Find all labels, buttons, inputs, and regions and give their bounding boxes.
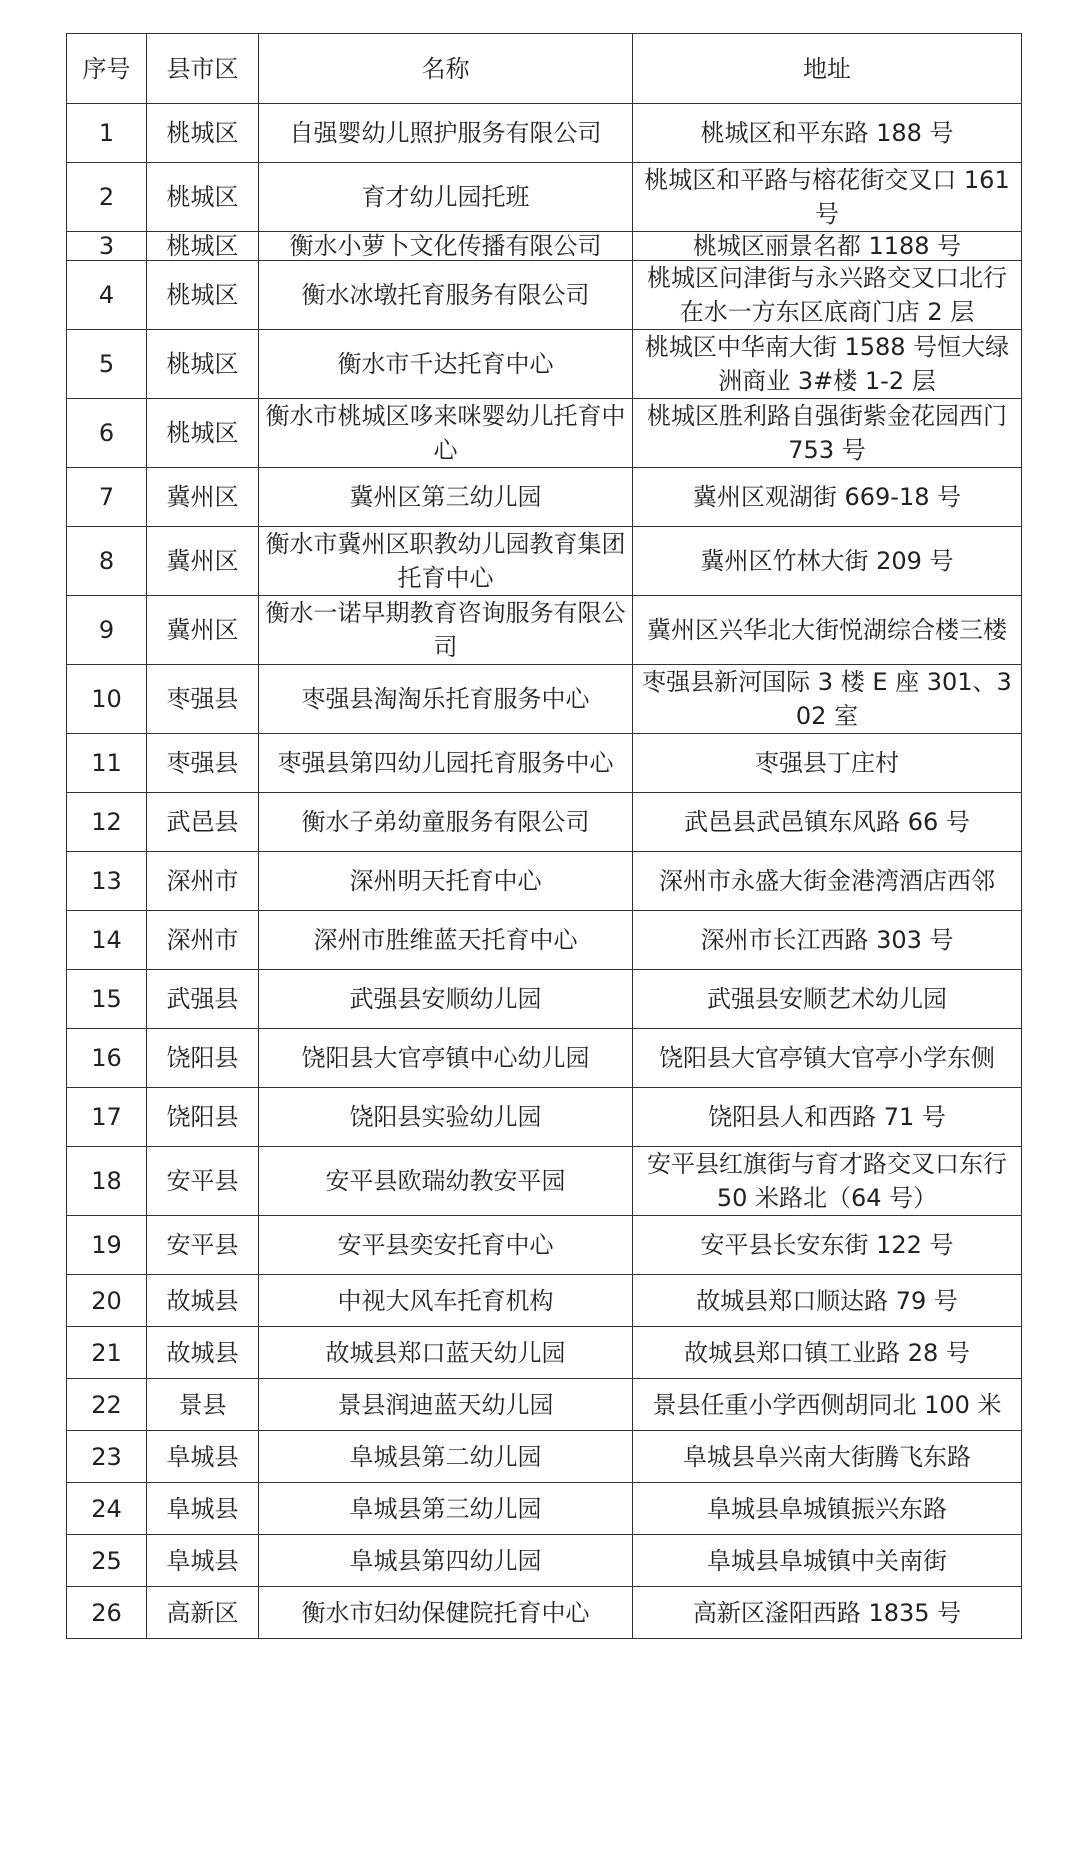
table-row <box>67 1088 1022 1147</box>
table-row <box>67 468 1022 527</box>
cell-county <box>147 468 259 527</box>
cell-county-text: 桃城区 <box>166 281 239 309</box>
cell-county <box>147 1029 259 1088</box>
table-row <box>67 1431 1022 1483</box>
childcare-institutions-table <box>66 33 1022 1639</box>
cell-address-text: 阜城县阜城镇振兴东路 <box>707 1494 947 1523</box>
cell-address <box>633 1587 1022 1639</box>
cell-address <box>633 1216 1022 1275</box>
cell-address-text: 景县任重小学西侧胡同北 100 米 <box>652 1390 1002 1419</box>
table-row <box>67 970 1022 1029</box>
cell-index <box>67 1275 147 1327</box>
cell-address-text: 故城县郑口镇工业路 28 号 <box>684 1338 970 1367</box>
cell-county <box>147 596 259 665</box>
cell-index-text: 9 <box>98 616 115 644</box>
cell-name-text: 冀州区第三幼儿园 <box>349 483 542 511</box>
cell-county <box>147 104 259 163</box>
cell-county <box>147 1587 259 1639</box>
cell-county-text: 安平县 <box>166 1167 239 1195</box>
cell-address <box>633 330 1022 399</box>
cell-name-text: 安平县奕安托育中心 <box>337 1231 554 1259</box>
cell-address <box>633 527 1022 596</box>
cell-county-text: 桃城区 <box>166 419 239 447</box>
cell-index <box>67 1431 147 1483</box>
table-row <box>67 399 1022 468</box>
cell-index <box>67 665 147 734</box>
cell-address <box>633 911 1022 970</box>
table-row <box>67 734 1022 793</box>
table-row <box>67 1216 1022 1275</box>
cell-name <box>259 1216 633 1275</box>
cell-name <box>259 793 633 852</box>
cell-name-text: 安平县欧瑞幼教安平园 <box>325 1167 566 1195</box>
cell-name-text: 中视大风车托育机构 <box>337 1286 554 1315</box>
cell-county <box>147 852 259 911</box>
cell-county-text: 桃城区 <box>166 183 239 211</box>
cell-name <box>259 468 633 527</box>
cell-county <box>147 970 259 1029</box>
cell-address <box>633 1431 1022 1483</box>
cell-index <box>67 1147 147 1216</box>
cell-county <box>147 1275 259 1327</box>
cell-index-text: 23 <box>91 1442 122 1471</box>
cell-name <box>259 1275 633 1327</box>
cell-address <box>633 793 1022 852</box>
cell-index-text: 7 <box>98 483 115 511</box>
header-index: 序号 <box>67 34 147 104</box>
cell-name <box>259 734 633 793</box>
cell-address-text: 安平县长安东街 122 号 <box>700 1231 954 1259</box>
cell-name-text: 深州明天托育中心 <box>349 867 542 895</box>
cell-name <box>259 1327 633 1379</box>
cell-index-text: 14 <box>91 926 122 954</box>
cell-county-text: 深州市 <box>166 926 239 954</box>
cell-county <box>147 261 259 330</box>
table-row <box>67 104 1022 163</box>
cell-address <box>633 1088 1022 1147</box>
cell-name-text: 阜城县第三幼儿园 <box>349 1494 542 1523</box>
cell-name-text: 武强县安顺幼儿园 <box>349 985 542 1013</box>
cell-county <box>147 1147 259 1216</box>
cell-index-text: 19 <box>91 1231 122 1259</box>
cell-name <box>259 665 633 734</box>
cell-address-text: 故城县郑口顺达路 79 号 <box>696 1286 958 1315</box>
cell-name-text: 深州市胜维蓝天托育中心 <box>313 926 578 954</box>
cell-name <box>259 596 633 665</box>
cell-address <box>633 665 1022 734</box>
cell-name <box>259 1587 633 1639</box>
cell-name <box>259 104 633 163</box>
cell-index <box>67 970 147 1029</box>
cell-address-text: 桃城区胜利路自强街紫金花园西门 753 号 <box>647 402 1007 464</box>
table-row <box>67 911 1022 970</box>
cell-county-text: 枣强县 <box>166 685 239 713</box>
cell-index <box>67 1535 147 1587</box>
cell-county-text: 枣强县 <box>166 749 239 777</box>
cell-index <box>67 399 147 468</box>
cell-name <box>259 1431 633 1483</box>
cell-index-text: 2 <box>98 183 115 211</box>
table-row <box>67 1379 1022 1431</box>
cell-address-text: 桃城区中华南大街 1588 号恒大绿洲商业 3#楼 1-2 层 <box>644 333 1010 395</box>
cell-address <box>633 734 1022 793</box>
cell-name <box>259 399 633 468</box>
cell-county-text: 冀州区 <box>166 547 239 575</box>
cell-county-text: 阜城县 <box>166 1442 239 1471</box>
cell-index <box>67 104 147 163</box>
cell-index <box>67 596 147 665</box>
cell-name <box>259 232 633 261</box>
table-row <box>67 596 1022 665</box>
cell-name <box>259 1379 633 1431</box>
cell-index-text: 6 <box>98 419 115 447</box>
cell-address-text: 深州市长江西路 303 号 <box>700 926 954 954</box>
cell-index-text: 24 <box>91 1494 122 1523</box>
cell-address <box>633 1379 1022 1431</box>
cell-county <box>147 1327 259 1379</box>
cell-index <box>67 911 147 970</box>
cell-name <box>259 852 633 911</box>
cell-name <box>259 1147 633 1216</box>
cell-county <box>147 665 259 734</box>
cell-county-text: 景县 <box>178 1390 227 1419</box>
cell-name-text: 饶阳县大官亭镇中心幼儿园 <box>301 1044 590 1072</box>
cell-address <box>633 399 1022 468</box>
cell-name <box>259 527 633 596</box>
table-row <box>67 261 1022 330</box>
cell-county-text: 武邑县 <box>166 808 239 836</box>
cell-name-text: 阜城县第四幼儿园 <box>349 1546 542 1575</box>
cell-address <box>633 596 1022 665</box>
cell-index-text: 13 <box>91 867 122 895</box>
cell-address-text: 枣强县新河国际 3 楼 E 座 301、302 室 <box>642 668 1012 730</box>
cell-address-text: 饶阳县人和西路 71 号 <box>708 1103 946 1131</box>
cell-county-text: 冀州区 <box>166 616 239 644</box>
table-row <box>67 1327 1022 1379</box>
cell-index-text: 3 <box>98 232 115 260</box>
cell-index <box>67 232 147 261</box>
cell-county-text: 深州市 <box>166 867 239 895</box>
cell-index <box>67 734 147 793</box>
cell-address <box>633 852 1022 911</box>
cell-index <box>67 852 147 911</box>
cell-address <box>633 1483 1022 1535</box>
cell-index <box>67 1216 147 1275</box>
cell-county-text: 桃城区 <box>166 119 239 147</box>
cell-index-text: 1 <box>98 119 115 147</box>
table-row <box>67 852 1022 911</box>
cell-name <box>259 970 633 1029</box>
cell-name-text: 衡水市冀州区职教幼儿园教育集团托育中心 <box>265 530 626 592</box>
cell-county <box>147 1431 259 1483</box>
cell-index-text: 18 <box>91 1167 122 1195</box>
cell-index-text: 26 <box>91 1598 122 1627</box>
cell-name-text: 枣强县淘淘乐托育服务中心 <box>301 685 590 713</box>
header-row <box>67 34 1022 104</box>
cell-county-text: 故城县 <box>166 1286 239 1315</box>
table-header <box>67 34 1022 104</box>
cell-address-text: 枣强县丁庄村 <box>755 749 899 777</box>
cell-county-text: 武强县 <box>166 985 239 1013</box>
table-row <box>67 232 1022 261</box>
cell-name <box>259 163 633 232</box>
cell-address <box>633 163 1022 232</box>
cell-index-text: 5 <box>98 350 115 378</box>
cell-index <box>67 1379 147 1431</box>
cell-county-text: 冀州区 <box>166 483 239 511</box>
cell-index-text: 8 <box>98 547 115 575</box>
table-body <box>67 104 1022 1639</box>
cell-name-text: 衡水市桃城区哆来咪婴幼儿托育中心 <box>265 402 626 464</box>
cell-index-text: 16 <box>91 1044 122 1072</box>
table-row <box>67 665 1022 734</box>
cell-county <box>147 399 259 468</box>
table-row <box>67 527 1022 596</box>
cell-county <box>147 1535 259 1587</box>
cell-name-text: 衡水市妇幼保健院托育中心 <box>301 1598 590 1627</box>
cell-index-text: 15 <box>91 985 122 1013</box>
cell-address <box>633 468 1022 527</box>
cell-county-text: 阜城县 <box>166 1546 239 1575</box>
cell-index <box>67 1029 147 1088</box>
cell-address <box>633 1147 1022 1216</box>
cell-index-text: 20 <box>91 1286 122 1315</box>
table-row <box>67 1535 1022 1587</box>
cell-address-text: 冀州区观湖街 669-18 号 <box>692 483 962 511</box>
cell-address <box>633 1275 1022 1327</box>
cell-name-text: 衡水市千达托育中心 <box>337 350 554 378</box>
cell-index-text: 22 <box>91 1390 122 1419</box>
cell-index <box>67 468 147 527</box>
header-county: 县市区 <box>147 34 259 104</box>
cell-name-text: 衡水一诺早期教育咨询服务有限公司 <box>265 599 626 661</box>
cell-name <box>259 1483 633 1535</box>
cell-address-text: 阜城县阜兴南大街腾飞东路 <box>683 1442 971 1471</box>
cell-index <box>67 261 147 330</box>
cell-county-text: 桃城区 <box>166 350 239 378</box>
cell-name-text: 饶阳县实验幼儿园 <box>349 1103 542 1131</box>
cell-address <box>633 104 1022 163</box>
cell-address <box>633 261 1022 330</box>
cell-address <box>633 1029 1022 1088</box>
cell-county <box>147 793 259 852</box>
cell-index <box>67 527 147 596</box>
cell-index <box>67 1327 147 1379</box>
cell-address-text: 武邑县武邑镇东风路 66 号 <box>684 808 970 836</box>
cell-name <box>259 1029 633 1088</box>
cell-address-text: 阜城县阜城镇中关南街 <box>707 1546 947 1575</box>
cell-county <box>147 1483 259 1535</box>
cell-name-text: 枣强县第四幼儿园托育服务中心 <box>277 749 614 777</box>
cell-county <box>147 232 259 261</box>
cell-index <box>67 793 147 852</box>
table-row <box>67 793 1022 852</box>
cell-index-text: 4 <box>98 281 115 309</box>
cell-index <box>67 1587 147 1639</box>
cell-address <box>633 232 1022 261</box>
cell-address-text: 冀州区兴华北大街悦湖综合楼三楼 <box>647 616 1007 644</box>
table-row <box>67 163 1022 232</box>
cell-address-text: 冀州区竹林大街 209 号 <box>700 547 954 575</box>
cell-county-text: 桃城区 <box>166 232 239 260</box>
cell-address-text: 深州市永盛大街金港湾酒店西邻 <box>659 867 995 895</box>
cell-county-text: 安平县 <box>166 1231 239 1259</box>
cell-county <box>147 1216 259 1275</box>
cell-index <box>67 1088 147 1147</box>
cell-index <box>67 330 147 399</box>
cell-county <box>147 163 259 232</box>
cell-address-text: 桃城区问津街与永兴路交叉口北行在水一方东区底商门店 2 层 <box>647 264 1007 326</box>
cell-address-text: 高新区滏阳西路 1835 号 <box>692 1598 962 1627</box>
cell-name-text: 景县润迪蓝天幼儿园 <box>337 1390 554 1419</box>
cell-county-text: 故城县 <box>166 1338 239 1367</box>
table-row <box>67 1147 1022 1216</box>
cell-county <box>147 330 259 399</box>
cell-address-text: 武强县安顺艺术幼儿园 <box>707 985 947 1013</box>
cell-county-text: 高新区 <box>166 1598 239 1627</box>
cell-county <box>147 911 259 970</box>
cell-name <box>259 261 633 330</box>
cell-county <box>147 734 259 793</box>
cell-name <box>259 1088 633 1147</box>
cell-name <box>259 911 633 970</box>
cell-address-text: 饶阳县大官亭镇大官亭小学东侧 <box>659 1044 995 1072</box>
cell-county <box>147 1088 259 1147</box>
cell-index-text: 17 <box>91 1103 122 1131</box>
cell-address <box>633 1327 1022 1379</box>
table-row <box>67 330 1022 399</box>
table-row <box>67 1587 1022 1639</box>
cell-index-text: 21 <box>91 1338 122 1367</box>
cell-index-text: 12 <box>91 808 122 836</box>
header-address: 地址 <box>633 34 1022 104</box>
cell-county-text: 阜城县 <box>166 1494 239 1523</box>
cell-name-text: 故城县郑口蓝天幼儿园 <box>325 1338 566 1367</box>
cell-index <box>67 163 147 232</box>
cell-name-text: 育才幼儿园托班 <box>361 183 530 211</box>
cell-county-text: 饶阳县 <box>166 1044 239 1072</box>
cell-address-text: 安平县红旗街与育才路交叉口东行 50 米路北（64 号） <box>647 1150 1007 1212</box>
cell-name-text: 自强婴幼儿照护服务有限公司 <box>289 119 602 147</box>
cell-index-text: 10 <box>91 685 122 713</box>
cell-name-text: 衡水冰墩托育服务有限公司 <box>301 281 590 309</box>
cell-county-text: 饶阳县 <box>166 1103 239 1131</box>
table-row <box>67 1029 1022 1088</box>
table-row <box>67 1483 1022 1535</box>
cell-address <box>633 970 1022 1029</box>
cell-address-text: 桃城区丽景名都 1188 号 <box>692 232 962 260</box>
cell-address-text: 桃城区和平路与榕花街交叉口 161 号 <box>644 166 1010 228</box>
cell-address <box>633 1535 1022 1587</box>
cell-county <box>147 1379 259 1431</box>
cell-name-text: 阜城县第二幼儿园 <box>349 1442 542 1471</box>
cell-name <box>259 330 633 399</box>
cell-name <box>259 1535 633 1587</box>
cell-name-text: 衡水小萝卜文化传播有限公司 <box>289 232 602 260</box>
cell-address-text: 桃城区和平东路 188 号 <box>700 119 954 147</box>
cell-index-text: 11 <box>91 749 122 777</box>
cell-name-text: 衡水子弟幼童服务有限公司 <box>301 808 590 836</box>
cell-index-text: 25 <box>91 1546 122 1575</box>
table-row <box>67 1275 1022 1327</box>
cell-index <box>67 1483 147 1535</box>
header-name: 名称 <box>259 34 633 104</box>
cell-county <box>147 527 259 596</box>
